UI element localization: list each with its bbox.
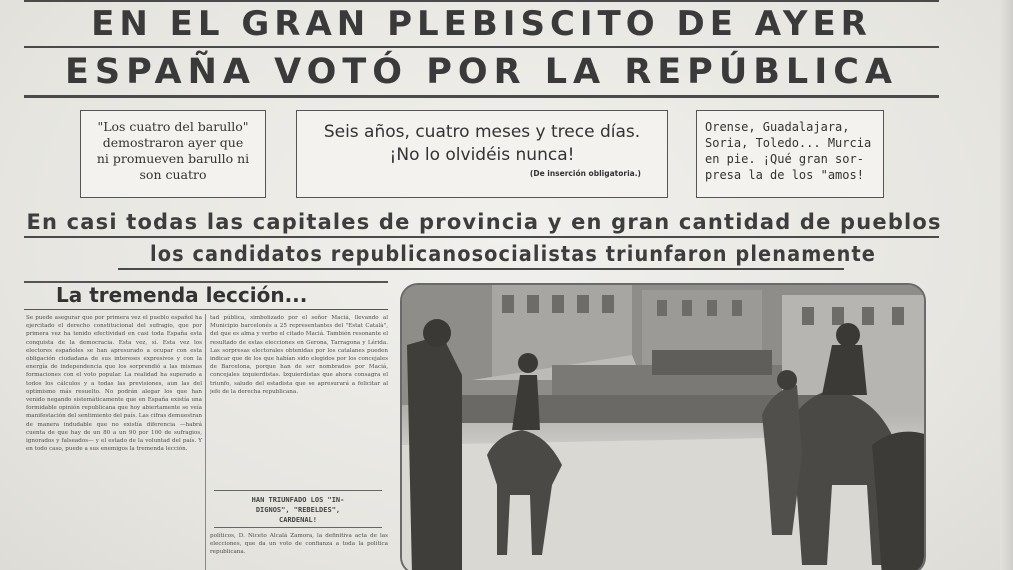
center-box-note: (De inserción obligatoria.) [529, 169, 641, 178]
inset-line: CARDENAL! [279, 516, 317, 524]
left-box-line: demostraron ayer que [102, 135, 244, 150]
subheadline-underline-2 [118, 268, 844, 270]
street-photograph [400, 283, 926, 570]
top-rule [24, 0, 939, 2]
inset-line: DIGNOS", "REBELDES", [255, 506, 341, 514]
page-edge [1000, 0, 1013, 570]
right-box-line: Soria, Toledo... Murcia [705, 136, 872, 150]
right-box-line: Orense, Guadalajara, [705, 120, 850, 134]
headline-line-1: EN EL GRAN PLEBISCITO DE AYER [91, 4, 872, 44]
subheadline-underline-1 [24, 236, 939, 238]
center-box-line-1: Seis años, cuatro meses y trece días. [323, 122, 641, 142]
right-quote-box [696, 110, 884, 198]
photo-scene [402, 285, 926, 570]
headline-divider [24, 46, 939, 48]
article-column-b-continued: políticos, D. Niceto Alcalá Zamora, la definitiva acta de las elecciones, que da un voto de confianza a toda la política republicana. [210, 533, 388, 556]
center-quote-box [296, 110, 668, 198]
article-title: La tremenda lección... [56, 283, 308, 307]
right-box-line: en pie. ¡Qué gran sor- [705, 152, 864, 166]
left-box-line: "Los cuatro del barullo" [97, 119, 249, 134]
headline-bottom-rule [24, 95, 939, 98]
article-title-rule [24, 309, 388, 310]
article-column-b: tad pública, simbolizado por el señor Maciá, llevando al Municipio barcelonés a 25 representantes del "Estat Català", del que es alma y verbo el citado Maciá. También resonante el resultado de estas elecciones en Gerona, Tarragona y Lérida. Las sorpresas electorales obtenidas por los catalanes pueden indicar que de los que habían sido elegidos por los concejales de Barcelona, porque han de ser nombrados por Maciá, concejales izquierdistas. Izquierdistas que ahora consagra el triunfo, saludo del estadista que se apresurará a felicitar al jefe de la derecha republicana. [210, 315, 388, 395]
left-box-line: son cuatro [139, 167, 207, 182]
center-box-line-2: ¡No lo olvidéis nunca! [389, 145, 575, 165]
article-column-a: Se puede asegurar que por primera vez el pueblo español ha ejercitado el derecho constitucional del sufragio, que por primera vez ha tenido efectividad en casi toda España esta conquista de la democracia. Esta vez, sí. Esta vez los electores españoles se han apresurado a ocupar con esta obligación ciudadana de sus intereses expresivos y con la energía de independencia que los sorprendió a las mismas formaciones con el voto popular. La realidad ha superado a todos los cálculos y a todas las previsiones, aun las del optimismo más resuelto. No podrán alegar los que han venido negando sistemáticamente que en España existía una formidable opinión republicana que hoy abiertamente se veía manifestación del sentimiento del país. Las cifras demuestran de manera indudable que no existía diferencia —habrá cuenta de que hay de un 80 a un 90 por 100 de sufragios, ignorados y falseados— y el estado de la voluntad del país. Y en todo caso, puede a sus enemigos la tremenda lección. [26, 315, 202, 453]
inset-headline-box [214, 490, 382, 528]
left-quote-box [80, 110, 266, 198]
subheadline-line-2: los candidatos republicanosocialistas triunfaron plenamente [149, 242, 876, 266]
subheadline-line-1: En casi todas las capitales de provincia y en gran cantidad de pueblos [26, 210, 942, 234]
inset-line: HAN TRIUNFADO LOS "IN- [251, 496, 345, 504]
column-divider [205, 314, 206, 570]
right-box-line: presa la de los "amos! [705, 168, 864, 182]
left-box-line: ni promueven barullo ni [96, 151, 250, 166]
headline-line-2: ESPAÑA VOTÓ POR LA REPÚBLICA [64, 52, 899, 92]
